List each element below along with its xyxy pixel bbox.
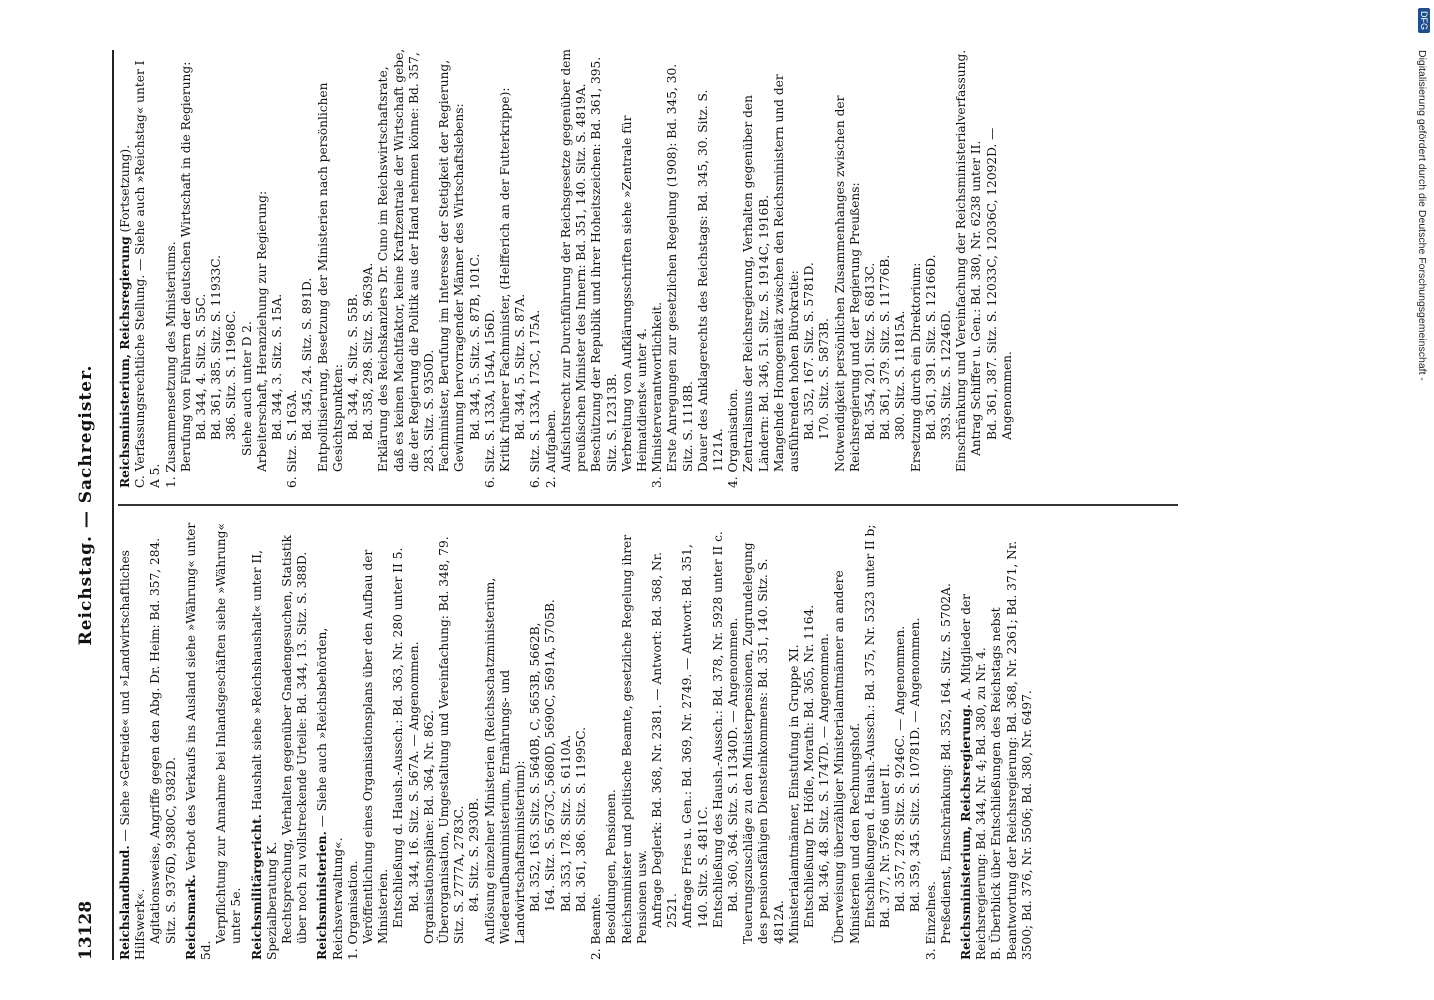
entry-line: Teuerungszuschläge zu den Ministerpensionen, Zugrundelegung des pensionsfähigen Diensteinkommens: Bd. 351, 140. Sitz. S. 4812A. bbox=[741, 542, 786, 944]
entry-line: Bd. 357, 278. Sitz. S. 9246C. — Angenommen. bbox=[893, 625, 908, 912]
entry-line: 2. Aufgaben. bbox=[543, 409, 558, 488]
entry-line: 2. Beamte. bbox=[589, 893, 604, 960]
entry-line: Fachminister, Berufung im Interesse der Stetigkeit der Regierung, Gewinnung hervorragender Männer des Wirtschaftslebens: bbox=[437, 59, 467, 472]
entry-line: Organisationspläne: Bd. 364, Nr. 862. bbox=[421, 710, 436, 944]
entry-line: Dauer des Anklagerechts des Reichstags: Bd. 345, 30. Sitz. S. 1121A. bbox=[695, 89, 725, 472]
entry-line: Anfrage Deglerk: Bd. 368, Nr. 2381. — Antwort: Bd. 368, Nr. 2521. bbox=[649, 551, 680, 928]
entry-line: 1. Zusammensetzung des Ministeriums. bbox=[163, 241, 178, 488]
entry-heading: Reichsministerium, Reichsregierung bbox=[118, 236, 132, 488]
entry-line: — Siehe »Getreide« und »Landwirtschaftliches Hilfswerk«. bbox=[118, 550, 148, 960]
entry-line: Entschließungen d. Haush.-Aussch.: Bd. 375, Nr. 5323 unter II b; Bd. 377, Nr. 5766 unter II. bbox=[862, 524, 892, 928]
entry-line: Bd. 354, 201. Sitz. S. 6813C. bbox=[862, 262, 877, 440]
entry-line: 3. Einzelnes. bbox=[923, 881, 938, 960]
entry-line: Bd. 346, 48. Sitz. S. 1747D. — Angenommen. bbox=[817, 633, 832, 912]
entry-line: 386. Sitz. S. 11968C. bbox=[224, 310, 239, 440]
entry-line: Einschränkung und Vereinfachung der Reichsministerialverfassung. bbox=[954, 49, 969, 472]
entry-line: Bd. 361, 387. Sitz. S. 12033C, 12036C, 12092D. — Angenommen. bbox=[984, 127, 1014, 440]
index-entry bbox=[959, 520, 1035, 960]
entry-line: Erklärung des Reichskanzlers Dr. Cuno im Reichswirtschaftsrate, daß es keinen Machtfaktor, keine Kraftzentrale der Wirtschaft gebe, die der Regierung die Politik aus der Hand nehmen könne: Bd. 357, 283. Sitz. S. 9350D. bbox=[376, 48, 437, 472]
page-title: Reichstag. — Sachregister. bbox=[76, 364, 96, 646]
entry-line: Verpflichtung zur Annahme bei Inlandsgeschäften siehe »Währung« unter 5e. bbox=[214, 523, 244, 944]
entry-line: Bd. 361, 385. Sitz. S. 11933C. bbox=[209, 254, 224, 440]
entry-line: Bd. 358, 298. Sitz. S. 9639A. bbox=[361, 262, 376, 440]
entry-line: Zentralismus der Reichsregierung, Verhalten gegenüber den Ländern: Bd. 346, 51. Sitz. S. 1914C, 1916B. bbox=[741, 95, 771, 472]
entry-line: Bd. 344, 5. Sitz. S. 87A. bbox=[513, 293, 528, 440]
entry-line: Aufsichtsrecht zur Durchführung der Reichsgesetze gegenüber dem preußischen Minister des Innern: Bd. 351, 140. Sitz. S. 4819A. bbox=[558, 49, 589, 472]
entry-line: Kritik früherer Fachminister, (Helfferich an der Futterkrippe): bbox=[498, 87, 513, 472]
index-entry bbox=[118, 48, 1015, 488]
entry-line: Arbeiterschaft, Heranziehung zur Regierung: bbox=[254, 190, 269, 472]
entry-heading: Reichsministerium, Reichsregierung. bbox=[958, 704, 973, 960]
entry-line: Antrag Schiffer u. Gen.: Bd. 380, Nr. 6238 unter II. bbox=[969, 140, 984, 456]
left-column bbox=[118, 520, 1358, 960]
entry-line: Rechtsprechung, Verhalten gegenüber Gnadengesuchen, Statistik über noch zu vollstreckende Urteile: Bd. 344, 13. Sitz. S. 388D. bbox=[280, 534, 310, 944]
entry-line: Entschließung Dr. Höfle, Morath: Bd. 365, Nr. 1164. bbox=[801, 604, 816, 928]
entry-line: Bd. 344, 16. Sitz. S. 567A. — Angenommen. bbox=[406, 641, 421, 912]
entry-line: Anfrage Fries u. Gen.: Bd. 369, Nr. 2749. — Antwort: Bd. 351, 140. Sitz. S. 4811C. bbox=[680, 544, 710, 928]
entry-line: Bd. 344, 4. Sitz. S. 55B. bbox=[346, 293, 361, 440]
entry-line: Bd. 344, 4. Sitz. S. 55C. bbox=[194, 293, 209, 440]
right-column bbox=[118, 48, 1358, 488]
entry-line: Bd. 353, 178. Sitz. S. 6110A. bbox=[558, 734, 573, 912]
entry-line: 6. Sitz. S. 163A. bbox=[285, 389, 300, 488]
entry-line: Erste Anregungen zur gesetzlichen Regelung (1908): Bd. 345, 30. Sitz. S. 1118B. bbox=[665, 63, 695, 472]
entry-line: 393. Sitz. S. 12246D. bbox=[938, 310, 953, 440]
entry-line: Auflösung einzelner Ministerien (Reichsschatzministerium, Wiederaufbauministerium, Ernährungs- und Landwirtschaftsministerium): bbox=[482, 577, 528, 944]
entry-line: 3. Ministerverantwortlichkeit. bbox=[650, 302, 665, 488]
entry-line: 6. Sitz. S. 133A, 154A, 156D. bbox=[482, 309, 497, 488]
entry-heading: Reichsministerien. bbox=[315, 831, 330, 960]
column-divider bbox=[118, 504, 1178, 506]
entry-line: Berufung von Führern der deutschen Wirtschaft in die Regierung: bbox=[178, 61, 193, 472]
entry-line: B. Überblick über Entschließungen des Reichstags nebst Beantwortung der Reichsregierung: Bd. 368, Nr. 2361; Bd. 371, Nr. 3500; Bd. 376, Nr. 5506; Bd. 380, Nr. 6497. bbox=[989, 540, 1034, 960]
entry-line: Bd. 359, 345. Sitz. S. 10781D. — Angenommen. bbox=[908, 617, 923, 912]
entry-line: C. Verfassungsrechtliche Stellung. — Siehe auch »Reichstag« unter I A 5. bbox=[133, 60, 163, 488]
index-entry bbox=[184, 520, 245, 960]
entry-line: Entschließung d. Haush.-Aussch.: Bd. 363, Nr. 280 unter II 5. bbox=[391, 547, 406, 928]
entry-line: Reichsminister und politische Beamte, gesetzliche Regelung ihrer Pensionen usw. bbox=[619, 534, 649, 944]
entry-line: 84. Sitz. S. 2930B. bbox=[467, 797, 482, 912]
entry-line: Notwendigkeit persönlichen Zusammenhanges zwischen der Reichsregierung und der Regierung Preußens: bbox=[832, 95, 862, 472]
entry-line: Verbreitung von Aufklärungsschriften siehe »Zentrale für Heimatdienst« unter 4. bbox=[619, 115, 649, 472]
entry-line: Bd. 344, 5. Sitz. S. 87B, 101C. bbox=[467, 253, 482, 440]
entry-line: 4. Organisation. bbox=[726, 388, 741, 488]
entry-line: Ersetzung durch ein Direktorium: bbox=[908, 262, 923, 472]
entry-line: Preßedienst, Einschränkung: Bd. 352, 164. Sitz. S. 5702A. bbox=[938, 583, 953, 944]
entry-line: — Siehe auch »Reichsbehörden, Reichsverwaltung«. bbox=[315, 627, 345, 960]
entry-line: Besoldungen, Pensionen. bbox=[604, 789, 619, 944]
entry-line: Verbot des Verkaufs ins Ausland siehe »Währung« unter 5d. bbox=[183, 522, 214, 960]
page-header bbox=[72, 50, 114, 960]
entry-line: 380. Sitz. S. 11815A. bbox=[893, 310, 908, 440]
entry-line: 170. Sitz. S. 5873B. bbox=[817, 318, 832, 440]
entry-line: Bd. 361, 386. Sitz. S. 11995C. bbox=[573, 726, 588, 912]
entry-line: Siehe auch unter D 2. bbox=[239, 321, 254, 456]
page-number: 13128 bbox=[76, 900, 96, 960]
entry-line: Ministerialamtmänner, Einstufung in Gruppe XI. bbox=[786, 644, 801, 944]
entry-heading: Reichsmark. bbox=[183, 874, 198, 960]
entry-line: Bd. 352, 167. Sitz. S. 5781D. bbox=[802, 262, 817, 440]
entry-line: Überorganisation, Umgestaltung und Vereinfachung: Bd. 348, 79. Sitz. S. 2777A, 2783C. bbox=[437, 536, 467, 944]
entry-line: Beschützung der Republik und ihrer Hoheitszeichen: Bd. 361, 395. Sitz. S. 12313B. bbox=[589, 56, 619, 472]
entry-line: A. Mitglieder der Reichsregierung: Bd. 344, Nr. 4; Bd. 380, zu Nr. 4. bbox=[958, 594, 989, 960]
entry-line: Überweisung überzähliger Ministerialamtmänner an andere Ministerien und den Rechnungshof. bbox=[832, 570, 862, 944]
dfg-logo: DFG bbox=[1418, 8, 1430, 33]
entry-line: Bd. 345, 24. Sitz. S. 891D. bbox=[300, 277, 315, 440]
entry-line: Bd. 361, 391. Sitz. S. 12166D. bbox=[923, 254, 938, 440]
entry-line: Bd. 344, 3. Sitz. S. 15A. bbox=[270, 293, 285, 440]
index-entry bbox=[118, 520, 179, 960]
index-entry bbox=[250, 520, 311, 960]
entry-line: Bd. 360, 364. Sitz. S. 11340D. — Angenommen. bbox=[725, 617, 740, 912]
index-entry bbox=[315, 520, 954, 960]
entry-line: Mangelnde Homogenität zwischen den Reichsministern und der ausführenden hohen Bürokratie: bbox=[771, 74, 801, 472]
entry-line: Bd. 352, 163. Sitz. S. 5640B, C, 5653B, 5662B, bbox=[528, 622, 543, 912]
entry-heading: Reichslandbund. bbox=[118, 845, 132, 960]
entry-line: Entpolitisierung, Besetzung der Ministerien nach persönlichen Gesichtspunkten: bbox=[315, 82, 345, 472]
entry-line: Veröffentlichung eines Organisationsplans über den Aufbau der Ministerien. bbox=[361, 549, 391, 944]
entry-line: (Fortsetzung). bbox=[118, 144, 132, 237]
entry-line: 6. Sitz. S. 133A, 173C, 175A. bbox=[528, 309, 543, 488]
entry-line: Haushalt siehe »Reichshaushalt« unter II, Spezialberatung K. bbox=[249, 550, 279, 960]
entry-heading: Reichsmilitärgericht. bbox=[249, 814, 264, 960]
entry-line: Entschließung des Haush.-Aussch.: Bd. 378, Nr. 5928 unter II c. bbox=[710, 531, 725, 928]
entry-line: 164. Sitz. S. 5673C, 5680D, 5690C, 5691A, 5705B. bbox=[543, 599, 558, 912]
side-note bbox=[1408, 0, 1434, 1000]
digitization-note: Digitalisierung gefördert durch die Deutsche Forschungsgemeinschaft - bbox=[1416, 50, 1428, 381]
entry-line: 1. Organisation. bbox=[345, 860, 360, 960]
entry-line: Bd. 361, 379. Sitz. S. 11776B. bbox=[878, 254, 893, 440]
entry-line: Agitationsweise, Angriffe gegen den Abg. Dr. Heim: Bd. 357, 284. Sitz. S. 9376D, 9380C, 9382D. bbox=[148, 537, 178, 944]
